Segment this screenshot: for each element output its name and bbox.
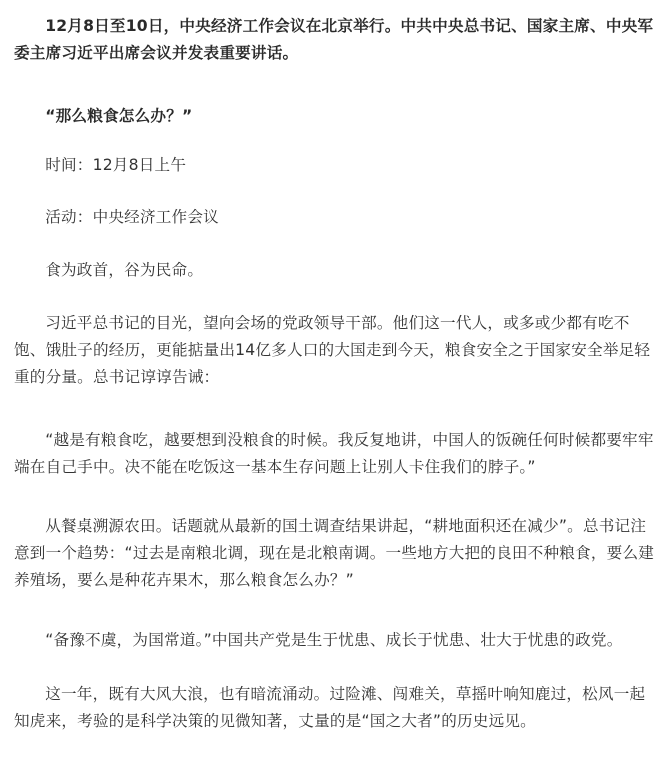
lead-paragraph: 12月8日至10日，中央经济工作会议在北京举行。中共中央总书记、国家主席、中央军委主席习近平出席会议并发表重要讲话。 [14,17,654,62]
paragraph: 从餐桌溯源农田。话题就从最新的国土调查结果讲起，“耕地面积还在减少”。总书记注意到一个趋势：“过去是南粮北调，现在是北粮南调。一些地方大把的良田不种粮食，要么建养殖场，要么是种花卉果木，那么粮食怎么办？” [14,517,655,589]
paragraph: 这一年，既有大风大浪，也有暗流涌动。过险滩、闯难关，草摇叶响知鹿过，松风一起知虎来，考验的是科学决策的见微知著，丈量的是“国之大者”的历史远见。 [14,685,646,730]
quote-paragraph: “越是有粮食吃，越要想到没粮食的时候。我反复地讲，中国人的饭碗任何时候都要牢牢端在自己手中。决不能在吃饭这一基本生存问题上让别人卡住我们的脖子。” [14,431,654,476]
section-heading: “那么粮食怎么办？” [45,107,193,125]
time-line: 时间：12月8日上午 [45,156,187,174]
activity-line: 活动：中央经济工作会议 [45,208,219,226]
paragraph: 食为政首，谷为民命。 [45,261,204,279]
paragraph: “备豫不虞，为国常道。”中国共产党是生于忧患、成长于忧患、壮大于忧患的政党。 [45,631,623,649]
paragraph: 习近平总书记的目光，望向会场的党政领导干部。他们这一代人，或多或少都有吃不饱、饿肚子的经历，更能掂量出14亿多人口的大国走到今天，粮食安全之于国家安全举足轻重的分量。总书记谆谆告诫： [14,314,651,386]
